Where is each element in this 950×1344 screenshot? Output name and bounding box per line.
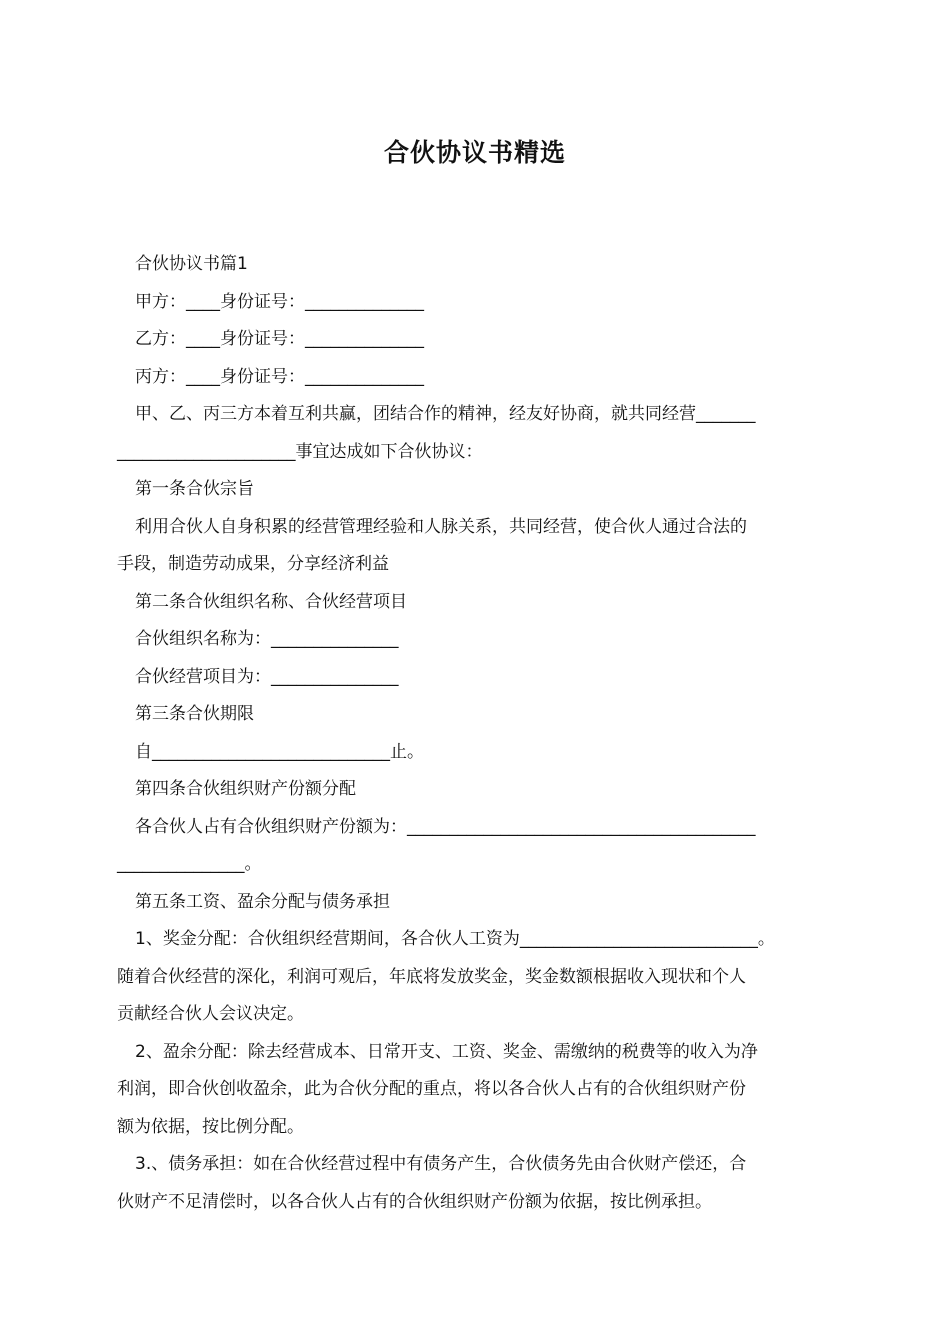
party-c-line: 丙方：____身份证号：______________: [135, 366, 424, 387]
section-heading: 合伙协议书篇1: [135, 254, 248, 274]
document-body: [117, 246, 839, 1221]
field-line: 自____________________________止。: [135, 741, 424, 762]
field-line: _______________。: [117, 854, 262, 874]
paragraph-line: 2、盈余分配：除去经营成本、日常开支、工资、奖金、需缴纳的税费等的收入为净: [135, 1041, 758, 1062]
article-heading: 第二条合伙组织名称、合伙经营项目: [135, 591, 407, 612]
article-heading: 第三条合伙期限: [135, 704, 254, 724]
field-line: 合伙经营项目为：_______________: [135, 666, 399, 687]
paragraph-line: 利润，即合伙创收盈余，此为合伙分配的重点，将以各合伙人占有的合伙组织财产份: [117, 1079, 746, 1099]
field-line: 合伙组织名称为：_______________: [135, 629, 399, 649]
paragraph-line: 3.、债务承担：如在合伙经营过程中有债务产生，合伙债务先由合伙财产偿还，合: [135, 1154, 747, 1174]
paragraph-line: 贡献经合伙人会议决定。: [117, 1004, 304, 1024]
article-heading: 第五条工资、盈余分配与债务承担: [135, 891, 390, 912]
paragraph-line: _____________________事宜达成如下合伙协议：: [117, 441, 483, 462]
article-heading: 第四条合伙组织财产份额分配: [135, 779, 356, 799]
paragraph-line: 利用合伙人自身积累的经营管理经验和人脉关系，共同经营，使合伙人通过合法的: [135, 516, 747, 537]
paragraph-line: 随着合伙经营的深化，利润可观后，年底将发放奖金，奖金数额根据收入现状和个人: [117, 966, 746, 987]
paragraph-line: 1、奖金分配：合伙组织经营期间，各合伙人工资为____________________________。: [135, 929, 775, 949]
party-a-line: 甲方：____身份证号：______________: [135, 291, 424, 312]
paragraph-line: 额为依据，按比例分配。: [117, 1116, 304, 1137]
page-title: 合伙协议书精选: [383, 138, 566, 167]
party-b-line: 乙方：____身份证号：______________: [135, 329, 424, 349]
paragraph-line: 手段，制造劳动成果，分享经济利益: [117, 554, 389, 574]
paragraph-line: 甲、乙、丙三方本着互利共赢，团结合作的精神，经友好协商，就共同经营_______: [135, 404, 756, 424]
article-heading: 第一条合伙宗旨: [135, 479, 254, 499]
field-line: 各合伙人占有合伙组织财产份额为：_________________________________________: [135, 816, 756, 837]
paragraph-line: 伙财产不足清偿时，以各合伙人占有的合伙组织财产份额为依据，按比例承担。: [117, 1191, 712, 1212]
